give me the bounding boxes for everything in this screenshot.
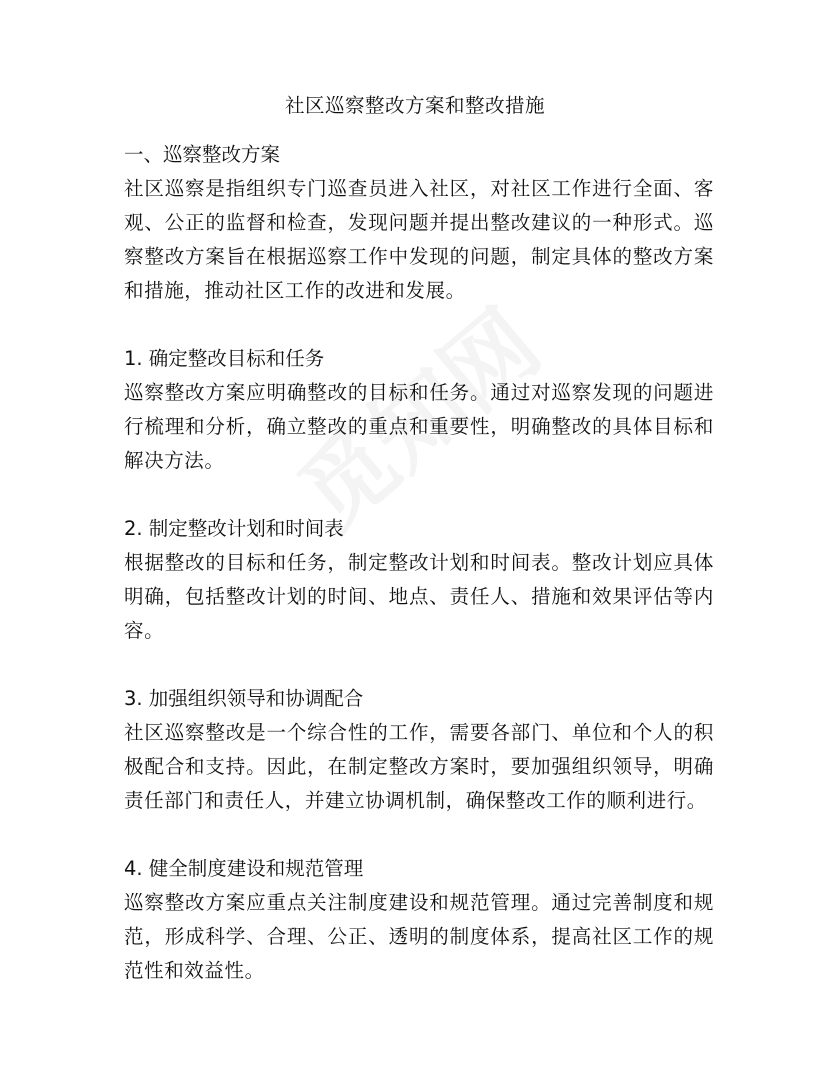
item-1-heading: 1. 确定整改目标和任务 [124,347,325,370]
item-3-paragraph: 社区巡察整改是一个综合性的工作，需要各部门、单位和个人的积极配合和支持。因此，在制定整改方案时，要加强组织领导，明确责任部门和责任人，并建立协调机制，确保整改工作的顺利进行。 [124,721,714,812]
item-4-heading: 4. 健全制度建设和规范管理 [124,857,364,880]
paragraph-spacer [124,308,714,342]
section-heading: 一、巡察整改方案 [124,143,281,166]
paragraph-spacer [124,478,714,512]
item-3-heading: 3. 加强组织领导和协调配合 [124,687,364,710]
intro-paragraph: 社区巡察是指组织专门巡查员进入社区，对社区工作进行全面、客观、公正的监督和检查，发现问题并提出整改建议的一种形式。巡察整改方案旨在根据巡察工作中发现的问题，制定具体的整改方案和措施，推动社区工作的改进和发展。 [124,177,714,302]
document-title: 社区巡察整改方案和整改措施 [284,94,545,117]
paragraph-spacer [124,818,714,852]
item-4-paragraph: 巡察整改方案应重点关注制度建设和规范管理。通过完善制度和规范，形成科学、合理、公正、透明的制度体系，提高社区工作的规范性和效益性。 [124,891,714,982]
item-2-heading: 2. 制定整改计划和时间表 [124,517,344,540]
item-2-paragraph: 根据整改的目标和任务，制定整改计划和时间表。整改计划应具体明确，包括整改计划的时间、地点、责任人、措施和效果评估等内容。 [124,551,714,642]
paragraph-spacer [124,648,714,682]
item-1-paragraph: 巡察整改方案应明确整改的目标和任务。通过对巡察发现的问题进行梳理和分析，确立整改的重点和重要性，明确整改的具体目标和解决方法。 [124,381,714,472]
document-body [124,138,714,988]
